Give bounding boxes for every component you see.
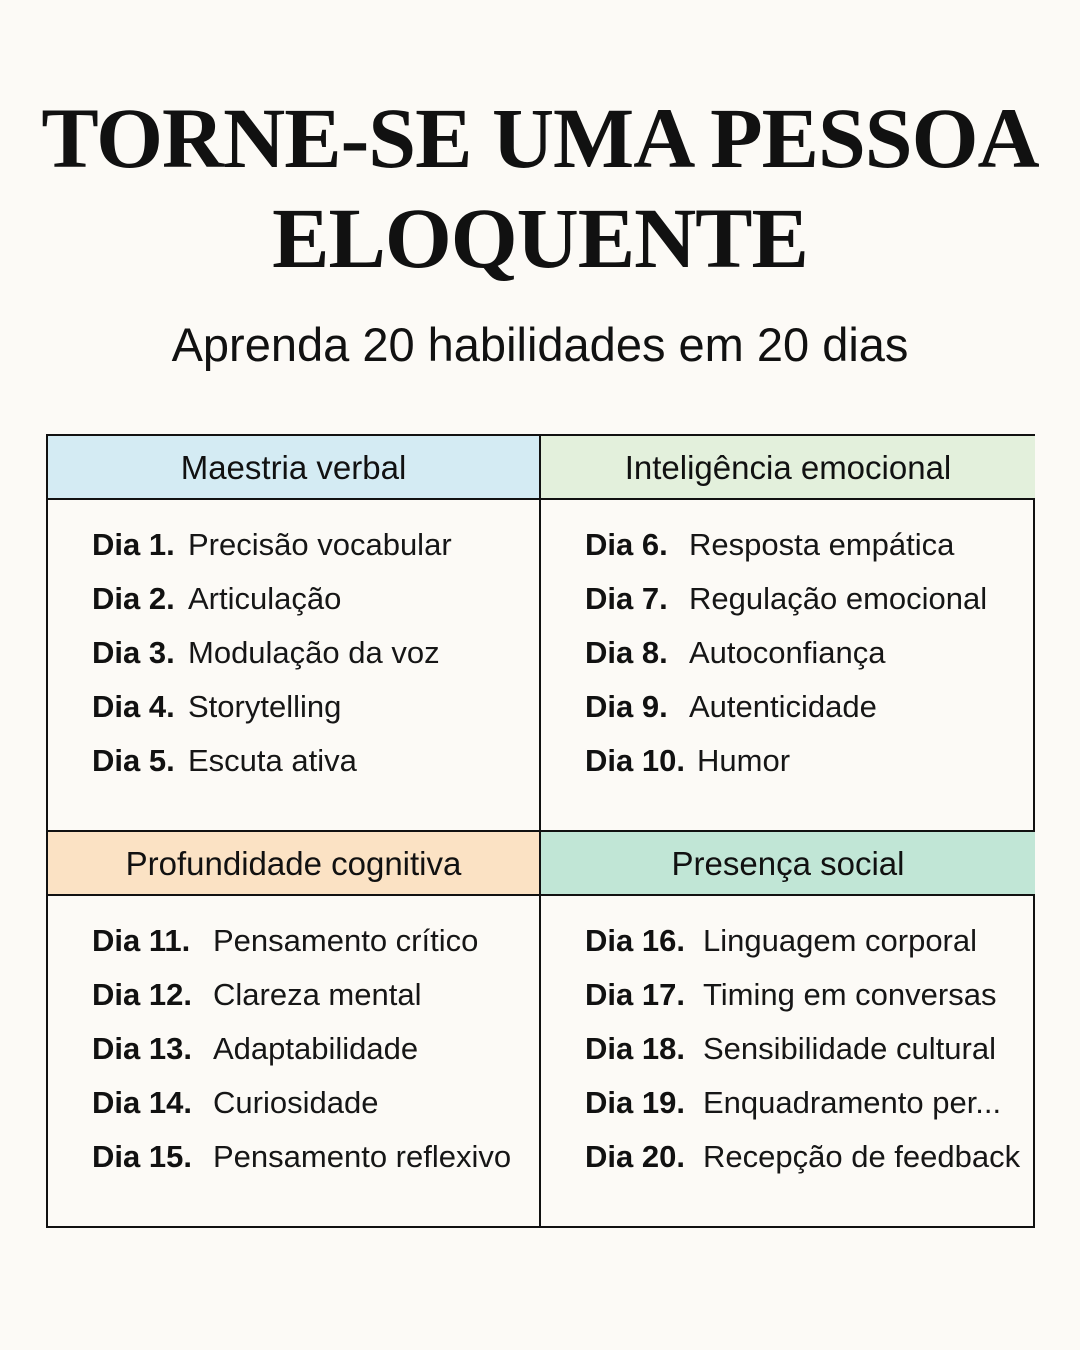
day-label: Dia 11. — [92, 923, 191, 958]
day-label: Dia 15. — [92, 1139, 192, 1174]
list-item — [92, 914, 539, 968]
skill-label: Autenticidade — [689, 689, 877, 724]
skill-label: Modulação da voz — [188, 635, 440, 670]
skill-label: Storytelling — [188, 689, 342, 724]
list-item — [585, 914, 1035, 968]
day-label: Dia 2. — [92, 581, 175, 616]
day-label: Dia 5. — [92, 743, 175, 778]
skill-list — [585, 518, 1035, 788]
skill-label: Enquadramento per... — [703, 1085, 1002, 1120]
day-label: Dia 17. — [585, 977, 685, 1012]
list-item — [92, 626, 539, 680]
skill-label: Curiosidade — [213, 1085, 379, 1120]
skill-label: Escuta ativa — [188, 743, 357, 778]
section-profundidade-cognitiva — [48, 832, 541, 1228]
day-label: Dia 10. — [585, 743, 685, 778]
day-label: Dia 16. — [585, 923, 685, 958]
skill-label: Precisão vocabular — [188, 527, 452, 562]
skill-list — [92, 518, 539, 788]
skill-label: Recepção de feedback — [703, 1139, 1021, 1174]
skill-label: Resposta empática — [689, 527, 955, 562]
skill-label: Sensibilidade cultural — [703, 1031, 996, 1066]
skill-list — [585, 914, 1035, 1184]
skill-label: Articulação — [188, 581, 342, 616]
day-label: Dia 7. — [585, 581, 668, 616]
list-item — [92, 572, 539, 626]
section-header: Profundidade cognitiva — [48, 832, 539, 896]
skill-label: Regulação emocional — [689, 581, 988, 616]
list-item — [92, 518, 539, 572]
day-label: Dia 8. — [585, 635, 668, 670]
skill-label: Humor — [697, 743, 791, 778]
day-label: Dia 12. — [92, 977, 192, 1012]
skills-grid — [46, 434, 1035, 1228]
day-label: Dia 1. — [92, 527, 175, 562]
section-header: Inteligência emocional — [541, 436, 1035, 500]
day-label: Dia 14. — [92, 1085, 192, 1120]
skill-label: Pensamento crítico — [213, 923, 479, 958]
day-label: Dia 13. — [92, 1031, 192, 1066]
day-label: Dia 19. — [585, 1085, 685, 1120]
day-label: Dia 3. — [92, 635, 175, 670]
list-item — [585, 626, 1035, 680]
list-item — [92, 1022, 539, 1076]
section-inteligencia-emocional — [541, 436, 1035, 832]
day-label: Dia 20. — [585, 1139, 685, 1174]
skill-label: Linguagem corporal — [703, 923, 978, 958]
list-item — [585, 518, 1035, 572]
section-presenca-social — [541, 832, 1035, 1228]
list-item — [92, 734, 539, 788]
section-header: Maestria verbal — [48, 436, 539, 500]
skill-label: Adaptabilidade — [213, 1031, 419, 1066]
subtitle: Aprenda 20 habilidades em 20 dias — [171, 318, 909, 371]
list-item — [585, 968, 1035, 1022]
day-label: Dia 18. — [585, 1031, 685, 1066]
title-line-1: TORNE-SE UMA PESSOA — [41, 90, 1039, 186]
skill-list — [92, 914, 539, 1184]
page-title — [0, 88, 1080, 288]
list-item — [585, 1076, 1035, 1130]
list-item — [92, 1130, 539, 1184]
list-item — [92, 1076, 539, 1130]
day-label: Dia 9. — [585, 689, 668, 724]
day-label: Dia 4. — [92, 689, 175, 724]
skill-label: Autoconfiança — [689, 635, 886, 670]
list-item — [92, 968, 539, 1022]
list-item — [585, 680, 1035, 734]
list-item — [585, 1130, 1035, 1184]
skill-label: Pensamento reflexivo — [213, 1139, 512, 1174]
section-maestria-verbal — [48, 436, 541, 832]
skill-label: Timing em conversas — [703, 977, 997, 1012]
section-header: Presença social — [541, 832, 1035, 896]
skill-label: Clareza mental — [213, 977, 422, 1012]
title-line-2: ELOQUENTE — [272, 190, 808, 286]
day-label: Dia 6. — [585, 527, 668, 562]
list-item — [585, 1022, 1035, 1076]
list-item — [92, 680, 539, 734]
list-item — [585, 734, 1035, 788]
list-item — [585, 572, 1035, 626]
